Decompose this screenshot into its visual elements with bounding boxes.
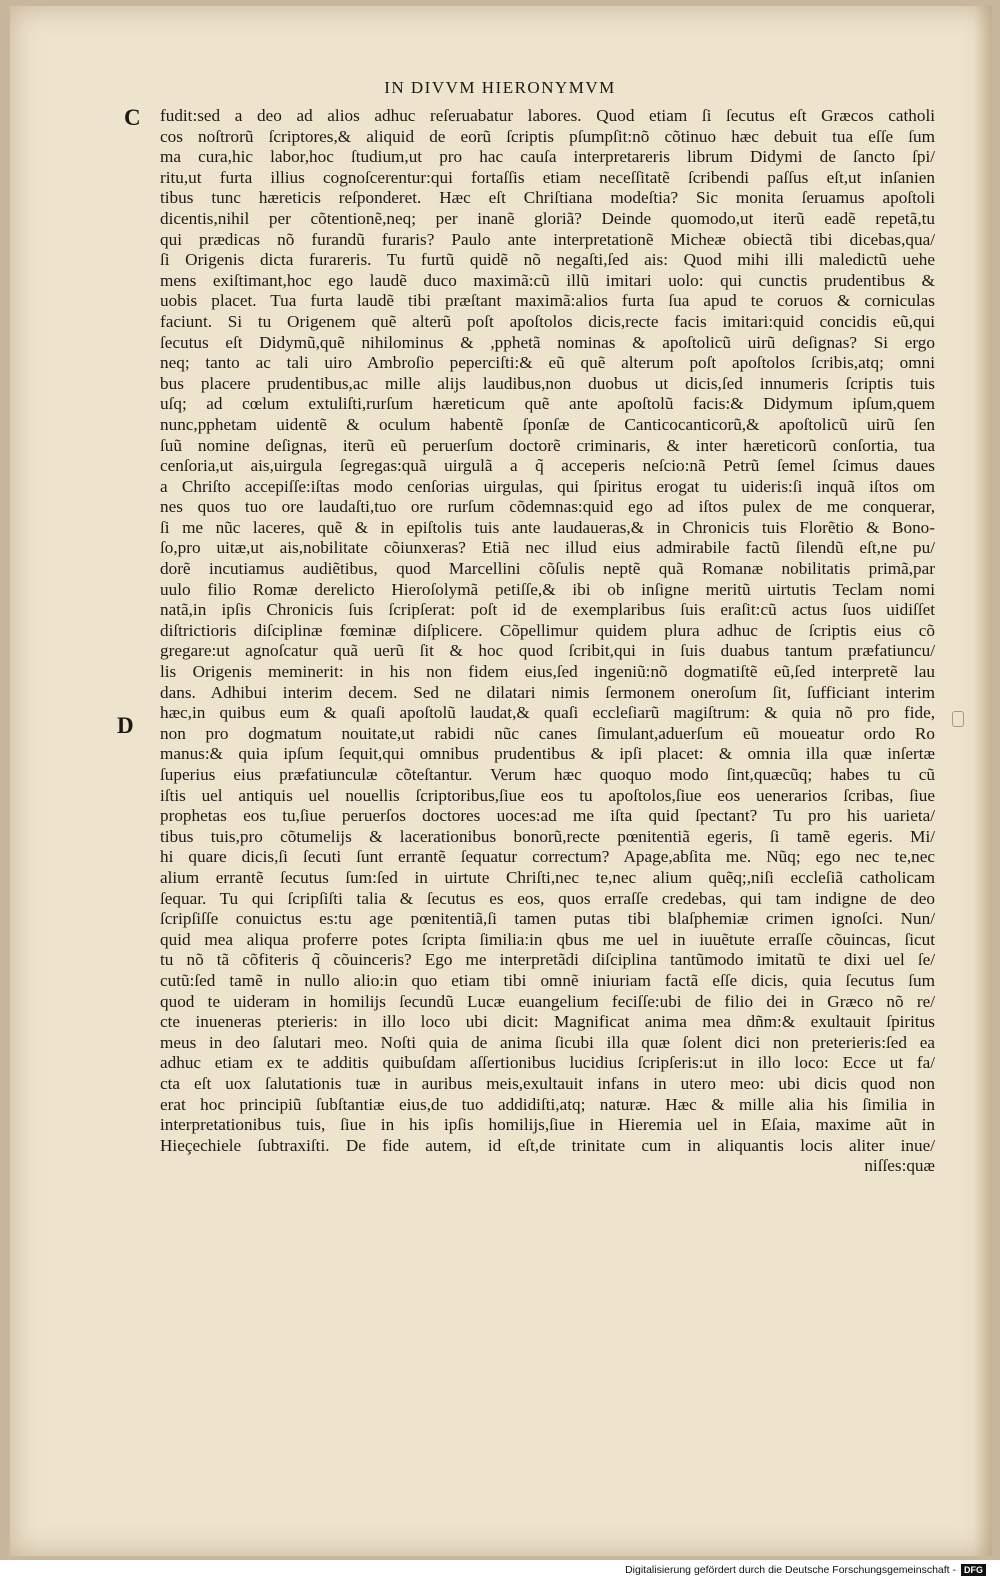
text-line: gregare:ut agnoſcatur quã uerũ ſit & hoc quod ſcribit,qui in ſuis duabus tantum præfatiuncu/ [160,641,935,661]
catchword: niſſes:quæ [864,1156,935,1176]
text-line: uſq; ad cœlum extuliſti,rurſum hæreticum quẽ ante apoſtolũ facis:& Didymum ipſum,quem [160,394,935,414]
text-line: qui prædicas nõ furandũ furaris? Paulo ante interpretationẽ Micheæ obiectã tibi dicebas,qua/ [160,229,935,249]
text-line: quod te uideram in homilijs ſecundũ Lucæ euangelium feciſſe:ubi de filio dei in Græco nõ re/ [160,991,935,1011]
text-line: dicentis,nihil per cõtentionẽ,neq; per inanẽ gloriã? Deinde quomodo,ut iterũ eadẽ repetã,tu [160,208,935,228]
show-through-ink [160,44,580,74]
text-line: dorẽ incutiamus audiẽtibus, quod Marcellini cõſulis neptẽ quã Romanæ nobilitatis primã,par [160,559,935,579]
margin-mark [952,711,964,727]
text-line: ſequar. Tu qui ſcripſiſti talia & ſecutus es eos, quos erraſſe credebas, qui tam indigne de deo [160,888,935,908]
text-line: nes quos tuo ore laudaſti,tuo ore rurſum cõdemnas:quid ego ad iſtos pulex de me conquerar, [160,497,935,517]
digitization-footer [625,1564,986,1576]
text-line: uobis placet. Tua furta laudẽ tibi præſtant maximã:alios furta ſua apud te coruos & corniculas [160,291,935,311]
text-line: uulo filio Romæ derelicto Hieroſolymã petiſſe,& ibi ob inſigne meritũ uirtutis Teclam nomi [160,579,935,599]
dfg-logo: DFG [961,1564,986,1576]
text-line: ſo,pro uitæ,ut ais,nobilitate cõiunxeras? Etiã nec illud eius admirabile factũ ſilendũ eſt,ne pu/ [160,538,935,558]
text-line: interpretationibus tuis, ſiue in his ipſis homilijs,ſiue in Hieremia uel in Eſaia, maxime aũt in [160,1115,935,1135]
text-line: diſtrictioris diſciplinæ fœminæ diſplicere. Cõpellimur quidem plura adhuc de ſcriptis eius cõ [160,620,935,640]
text-line: ſuũ nomine deſignas, iterũ eũ peruerſum doctorẽ criminaris, & inter hæreticorũ conſortia, tua [160,435,935,455]
text-line: bus placere prudentibus,ac mille alijs laudibus,non duobus ut dicis,ſed innumeris ſcriptis tuis [160,373,935,393]
section-marker-c: C [124,105,141,130]
text-line: hæc,in quibus eum & quaſi apoſtolũ laudat,& quaſi eccleſiarũ magiſtrum: & quia nõ pro fide, [160,703,935,723]
text-line: cta eſt uox ſalutationis tuæ in auribus meis,exultauit infans in utero meo: ubi dicis quod non [160,1073,935,1093]
text-line: non pro dogmatum nouitate,ut rabidi nũc canes ſimulant,aduerſum eũ moueatur ordo Ro [160,723,935,743]
text-line: ſi me nũc laceres, quẽ & in epiſtolis tuis ante laudaueras,& in Chronicis tuis Florẽtio & Bono- [160,517,935,537]
text-line: Hieçechiele ſubtraxiſti. De fide autem, id eſt,de trinitate cum in aliquantis locis aliter inue/ [160,1135,935,1155]
text-line: iſtis uel antiquis uel nouellis ſcriptoribus,ſiue eos tu apoſtolos,ſiue eos uenerarios ſcribas, ſiue [160,785,935,805]
text-line: quid mea aliqua proferre potes ſcripta ſimilia:in qbus me uel in iuuẽtute erraſſe cõuincas, ſicut [160,929,935,949]
text-line: nunc,pphetam uidentẽ & oculum habentẽ ſponſæ de Canticocanticorũ,& apoſtolicũ uirũ ſen [160,414,935,434]
text-line: faciunt. Si tu Origenem quẽ alterũ poſt apoſtolos dicis,recte facis imitari:quid concidis eũ,qui [160,311,935,331]
text-line: ſecutus eſt Didymũ,quẽ nihilominus & ,pphetã nominas & apoſtolicũ uirũ deſignas? Si ergo [160,332,935,352]
text-line: fudit:sed a deo ad alios adhuc reſeruabatur labores. Quod etiam ſi ſecutus eſt Græcos catholi [160,106,935,125]
text-line: hi quare dicis,ſi ſecuti ſunt errantẽ ſequatur correctum? Apage,abſita me. Nũq; ego nec te,nec [160,847,935,867]
text-line: adhuc etiam ex te additis quibuſdam aſſertionibus lucidius ſcripſeris:ut in illo loco: Ecce ut fa/ [160,1053,935,1073]
text-line: meus in deo ſalutari meo. Noſti quia de anima ſicubi illa quæ ſolent dici non preterieris:ſed ea [160,1032,935,1052]
text-line: natã,in ipſis Chronicis ſuis ſcripſerat: poſt id de exemplaribus ſuis eraſit:cũ actus ſuos uidiſſet [160,600,935,620]
text-line: ſuperius eius præfatiunculæ cõteſtantur. Verum hæc quoquo modo ſint,quæcũq; habes tu cũ [160,765,935,784]
text-line: cenſoria,ut ais,uirgula ſegregas:quã uirgulã a q̃ acceperis neſcio:nã Petrũ ſemel ſcimus daues [160,456,935,476]
text-line: ma cura,hic labor,hoc ſtudium,ut pro hac cauſa interpretareris librum Didymi de ſancto ſpi/ [160,147,935,167]
text-line: neq; tanto ac tali uiro Ambroſio peperciſti:& eũ quẽ alterum poſt apoſtolos ſcribis,atq; omni [160,353,935,373]
text-line: alium errantẽ ſecutus ſum:ſed in uirtute Chriſti,nec te,nec alium quẽq;,niſi eccleſiã catholicam [160,867,935,887]
text-line: tibus tunc hæreticis reſponderet. Hæc eſt Chriſtiana modeſtia? Sic monita ſeruamus apoſtoli [160,188,935,208]
text-line: tibus tuis,pro cõtumelijs & lacerationibus bonorũ,recte pœnitentiã egeris, ſi tamẽ egeris. Mi/ [160,826,935,846]
text-line: prophetas eos tu,ſiue peruerſos doctores uoces:ad me iſta quid ſpectant? Tu pro his uarieta/ [160,806,935,826]
body-text [160,106,935,1177]
text-line: ſi Origenis dicta furareris. Tu furtũ quidẽ nõ negaſti,ſed ais: Quod mihi illi maledictũ uehe [160,250,935,270]
text-line: ritu,ut furta illius cognoſcerentur:qui fortaſſis etiam neceſſitatẽ ſcribendi paſſus eſt,ut inſanien [160,167,935,187]
text-line: erat hoc principiũ ſubſtantiæ eius,de tuo addidiſti,atq; naturæ. Hæc & mille alia his ſimilia in [160,1094,935,1114]
text-line: cte inueneras pterieris: in illo loco ubi dicit: Magnificat anima mea dñm:& exultauit ſpiritus [160,1012,935,1032]
text-line: lis Origenis meminerit: in his non fidem eius,ſed ingeniũ:nõ dogmatiſtẽ eũ,ſed interpretẽ lau [160,662,935,682]
text-line: manus:& quia ipſum ſequit,qui omnibus prudentibus & ipſi placet: & omnia illa quæ inſertæ [160,744,935,764]
text-line: tu nõ tã cõfiteris q̃ cõuinceris? Ego me interpretãdi diſciplina tantũmodo imitatũ te dixi uel ſe/ [160,950,935,970]
digitization-note: Digitalisierung gefördert durch die Deutsche Forschungsgemeinschaft - [625,1564,956,1576]
running-head: IN DIVVM HIERONYMVM [384,78,616,97]
text-line: dans. Adhibui interim decem. Sed ne dilatari nimis ſermonem oneroſum ſit, ſufficiant interim [160,682,935,702]
text-line: a Chriſto accepiſſe:iſtas modo cenſorias uirgulas, qui ſpiritus erogat tu uideris:ſi inquã iſtos om [160,476,935,496]
section-marker-d: D [117,713,134,738]
text-line: mens exiſtimant,hoc ego laudẽ duco maximã:cũ illũ imitari uolo: qui cunctis prudentibus & [160,270,935,290]
text-line: ſcripſiſſe conuictus es:tu age pœnitentiã,ſi tamen putas tibi blaſphemiæ crimen ignoſci. Nun/ [160,909,935,929]
text-line: cutũ:ſed tamẽ in nullo alio:in quo etiam tibi omnẽ iniuriam factã eſſe dicis, quia ſecutus ſum [160,970,935,990]
text-line: cos noſtrorũ ſcriptores,& aliquid de eorũ ſcriptis pſumpſit:nõ cõtinuo hæc debuit tua eſſe ſum [160,126,935,146]
